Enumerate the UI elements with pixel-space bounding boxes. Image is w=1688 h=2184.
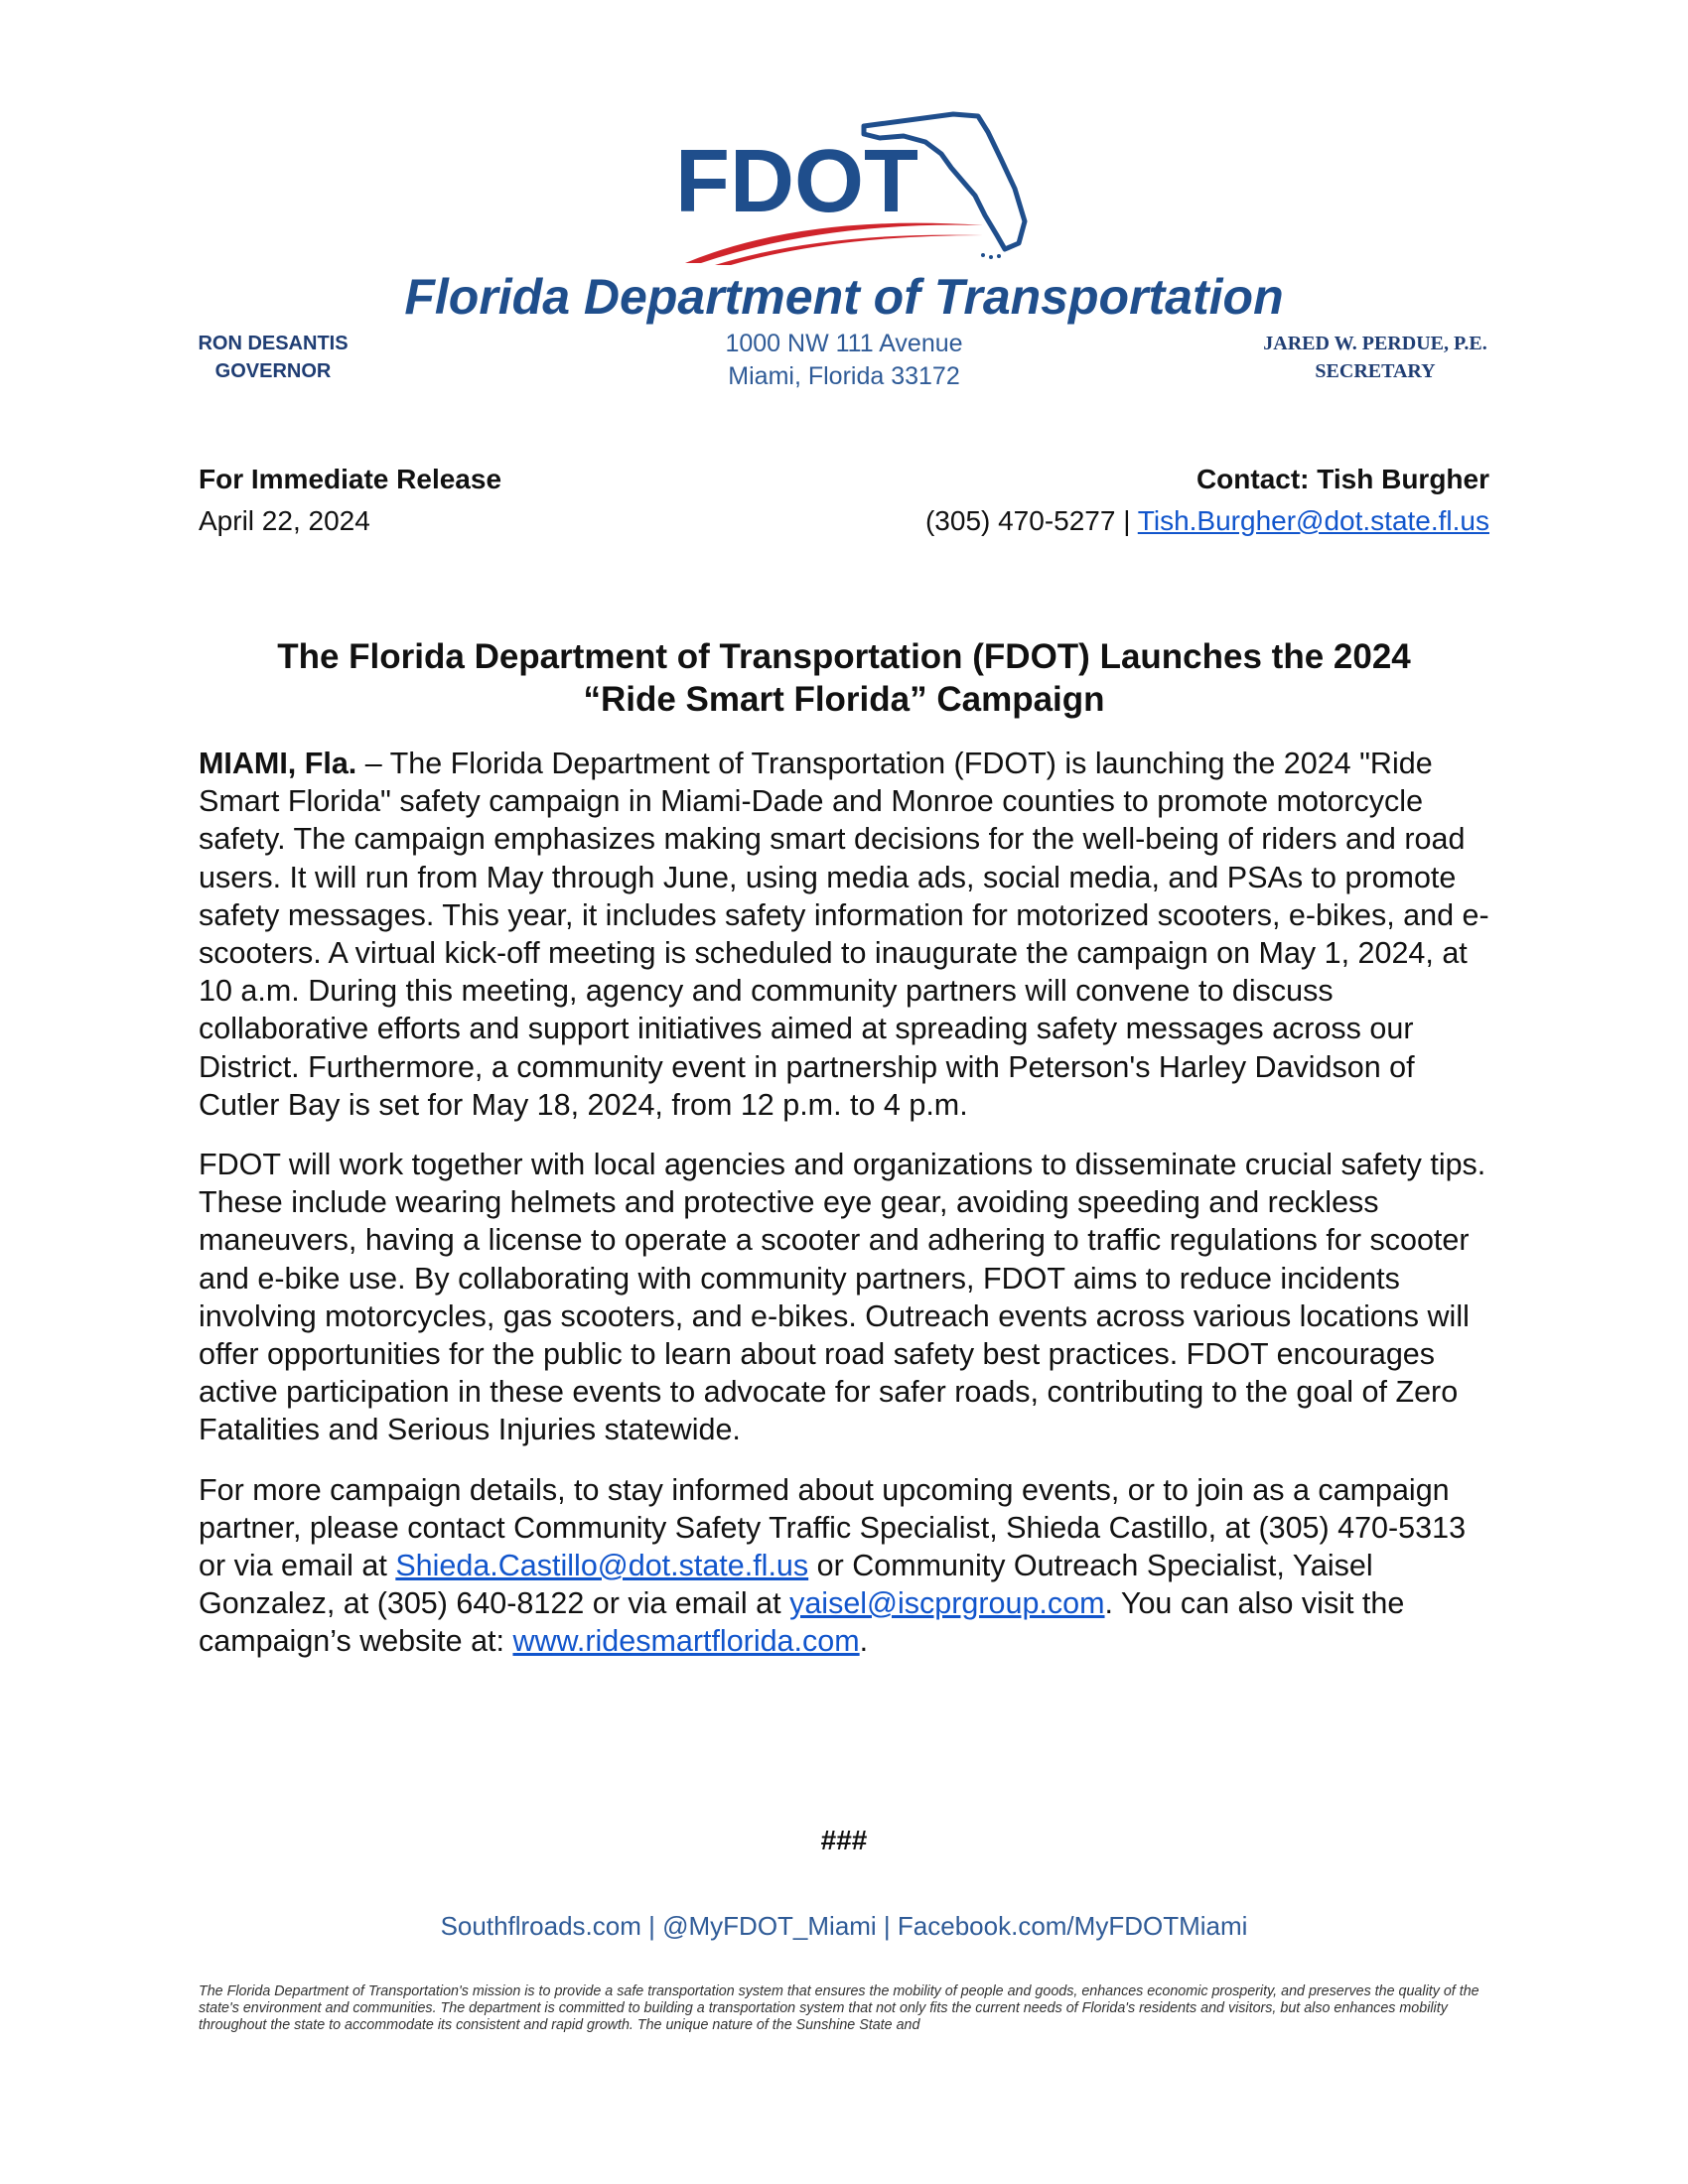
paragraph-3 bbox=[199, 1471, 1499, 1661]
social-footer: Southflroads.com | @MyFDOT_Miami | Facebook.com/MyFDOTMiami bbox=[440, 1911, 1248, 1941]
paragraph-3-text-3: . You can also visit the campaign’s website at: bbox=[199, 1586, 1405, 1659]
gonzalez-email-link[interactable]: yaisel@iscprgroup.com bbox=[789, 1586, 1105, 1621]
dateline: MIAMI, Fla. bbox=[199, 747, 357, 780]
headline-line-1: The Florida Department of Transportation (FDOT) Launches the 2024 bbox=[277, 637, 1411, 676]
end-mark: ### bbox=[820, 1825, 868, 1855]
castillo-email-link[interactable]: Shieda.Castillo@dot.state.fl.us bbox=[395, 1549, 809, 1583]
contact-email-link[interactable]: Tish.Burgher@dot.state.fl.us bbox=[1137, 505, 1489, 536]
secretary-title: SECRETARY bbox=[1315, 360, 1436, 382]
contact-line bbox=[925, 500, 1489, 542]
paragraph-2: FDOT will work together with local agencies and organizations to disseminate crucial safety tips. These include wearing helmets and protective eye gear, avoiding speeding and reckless maneuvers, having a license to operate a scooter and adhering to traffic regulations for scooter and e-bike use. By collaborating with community partners, FDOT aims to reduce incidents involving motorcycles, gas scooters, and e-bikes. Outreach events across various locations will offer opportunities for the public to learn about road safety best practices. FDOT encourages active participation in these events to advocate for safer roads, contributing to the goal of Zero Fatalities and Serious Injuries statewide. bbox=[199, 1148, 1486, 1447]
agency-name: Florida Department of Transportation bbox=[404, 269, 1284, 325]
article-body bbox=[199, 745, 1499, 1683]
contact-phone: (305) 470-5277 | bbox=[924, 505, 1131, 536]
paragraph-3-text-4: . bbox=[859, 1624, 869, 1659]
address-line-2: Miami, Florida 33172 bbox=[728, 362, 960, 390]
contact-info bbox=[925, 459, 1489, 542]
paragraph-1-text: – The Florida Department of Transportation (FDOT) is launching the 2024 "Ride Smart Florida" safety campaign in Miami-Dade and Monroe counties to promote motorcycle safety. The campaign emphasizes making smart decisions for the well-being of riders and road users. It will run from May through June, using media ads, social media, and PSAs to promote safety messages. This year, it includes safety information for motorized scooters, e-bikes, and e-scooters. A virtual kick-off meeting is scheduled to inaugurate the campaign on May 1, 2024, at 10 a.m. During this meeting, agency and community partners will convene to discuss collaborative efforts and support initiatives aimed at spreading safety messages across our District. Furthermore, a community event in partnership with Peterson's Harley Davidson of Cutler Bay is set for May 18, 2024, from 12 p.m. to 4 p.m. bbox=[199, 747, 1489, 1122]
release-label: For Immediate Release bbox=[199, 464, 502, 494]
fdot-logo bbox=[655, 104, 1033, 268]
release-info bbox=[199, 459, 501, 542]
logo-text: FDOT bbox=[675, 132, 918, 231]
paragraph-3-text-1: For more campaign details, to stay informed about upcoming events, or to join as a campaign partner, please contact Community Safety Traffic Specialist, Shieda Castillo, at (305) 470-5313 or via email at bbox=[199, 1472, 1467, 1583]
paragraph-1 bbox=[199, 745, 1499, 1124]
governor-name: RON DESANTIS bbox=[198, 333, 349, 354]
secretary-name: JARED W. PERDUE, P.E. bbox=[1263, 333, 1487, 354]
mission-statement: The Florida Department of Transportation's mission is to provide a safe transportation system that ensures the mobility of people and goods, enhances economic prosperity, and preserves the quality of the state's environment and communities. The department is committed to building a transportation system that not only fits the current needs of Florida's residents and visitors, but also enhances mobility throughout the state to accommodate its consistent and rapid growth. The unique nature of the Sunshine State and bbox=[199, 1983, 1479, 2033]
secretary-block bbox=[1226, 330, 1524, 385]
address-line-1: 1000 NW 111 Avenue bbox=[725, 330, 963, 357]
agency-address bbox=[596, 328, 1092, 393]
headline bbox=[199, 635, 1489, 721]
governor-block bbox=[149, 330, 397, 385]
release-date: April 22, 2024 bbox=[199, 505, 370, 536]
contact-label: Contact: Tish Burgher bbox=[1196, 464, 1489, 494]
paragraph-3-text-2: or Community Outreach Specialist, Yaisel Gonzalez, at (305) 640-8122 or via email at bbox=[199, 1549, 1373, 1621]
headline-line-2: “Ride Smart Florida” Campaign bbox=[583, 680, 1105, 719]
fdot-logo-graphic bbox=[655, 104, 1033, 268]
campaign-website-link[interactable]: www.ridesmartflorida.com bbox=[512, 1624, 860, 1659]
governor-title: GOVERNOR bbox=[214, 360, 332, 382]
